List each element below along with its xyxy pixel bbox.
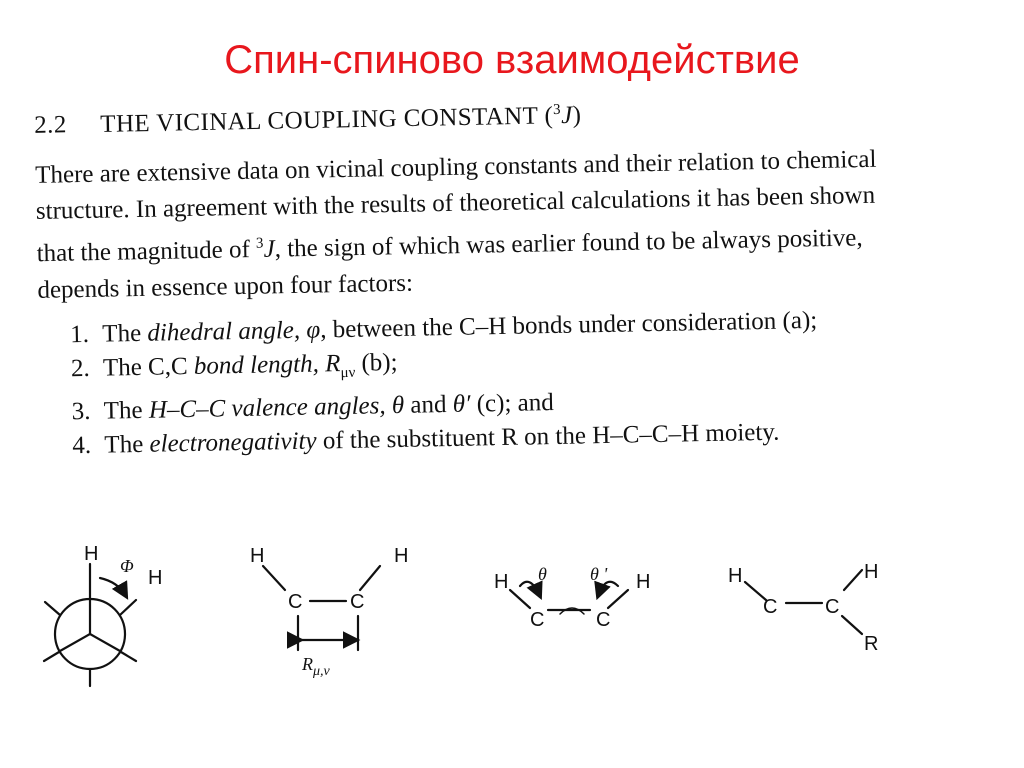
atom-label: C bbox=[825, 596, 840, 618]
factor-list bbox=[70, 300, 1024, 463]
paragraph-line-4: depends in essence upon four factors: bbox=[37, 269, 414, 304]
theta-label: θ bbox=[538, 564, 547, 584]
atom-label: C bbox=[288, 591, 303, 613]
factor-item: 4. The electronegativity of the substituent R on the H–C–C–H moiety. bbox=[72, 418, 780, 459]
figure-svg bbox=[0, 530, 1024, 710]
intro-paragraph bbox=[35, 139, 1024, 308]
substituent-label: R bbox=[864, 633, 879, 655]
scanned-book-page bbox=[30, 93, 1024, 464]
section-heading-text: THE VICINAL COUPLING CONSTANT ( bbox=[99, 102, 554, 138]
paragraph-line-3: that the magnitude of $^3$J, the sign of which was earlier found to be always positive, bbox=[36, 224, 863, 268]
heading-j: J bbox=[560, 101, 573, 130]
atom-label: C bbox=[596, 609, 611, 631]
structure-figure bbox=[0, 530, 1024, 710]
bond-length-label: $R_{\mu,\nu}$ bbox=[302, 654, 330, 679]
newman-projection bbox=[44, 564, 136, 686]
section-heading bbox=[34, 93, 1020, 140]
slide-title: Спин-спиново взаимодействие bbox=[224, 38, 800, 82]
atom-label: H bbox=[636, 571, 651, 593]
paragraph-line-2: structure. In agreement with the results of theoretical calculations it has been shown bbox=[35, 182, 876, 226]
atom-label: H bbox=[494, 571, 509, 593]
section-number: 2.2 bbox=[34, 111, 67, 140]
atom-label: C bbox=[763, 596, 778, 618]
heading-close: ) bbox=[572, 101, 582, 129]
line3-superscript: 3 bbox=[255, 235, 264, 253]
atom-label: H bbox=[148, 567, 163, 589]
atom-label: C bbox=[530, 609, 545, 631]
atom-label: H bbox=[728, 565, 743, 587]
atom-label: H bbox=[250, 545, 265, 567]
phi-label: Φ bbox=[120, 556, 134, 576]
heading-superscript: 3 bbox=[552, 101, 562, 118]
paragraph-line-1: There are extensive data on vicinal coupling constants and their relation to chemical bbox=[34, 146, 877, 190]
factor-item: 1. The dihedral angle, φ, between the C–H bonds under consideration (a); bbox=[70, 306, 818, 348]
atom-label: H bbox=[864, 561, 879, 583]
atom-label: H bbox=[84, 543, 99, 565]
atom-label: H bbox=[394, 545, 409, 567]
line3-j: J bbox=[263, 235, 275, 264]
factor-item: 3. The H–C–C valence angles, θ and θ′ (c); and bbox=[71, 388, 555, 425]
atom-label: C bbox=[350, 591, 365, 613]
theta-prime-label: θ ' bbox=[590, 564, 608, 584]
factor-item: 2. The C,C bond length, $R_{\mu\nu}$ (b); bbox=[70, 348, 398, 382]
